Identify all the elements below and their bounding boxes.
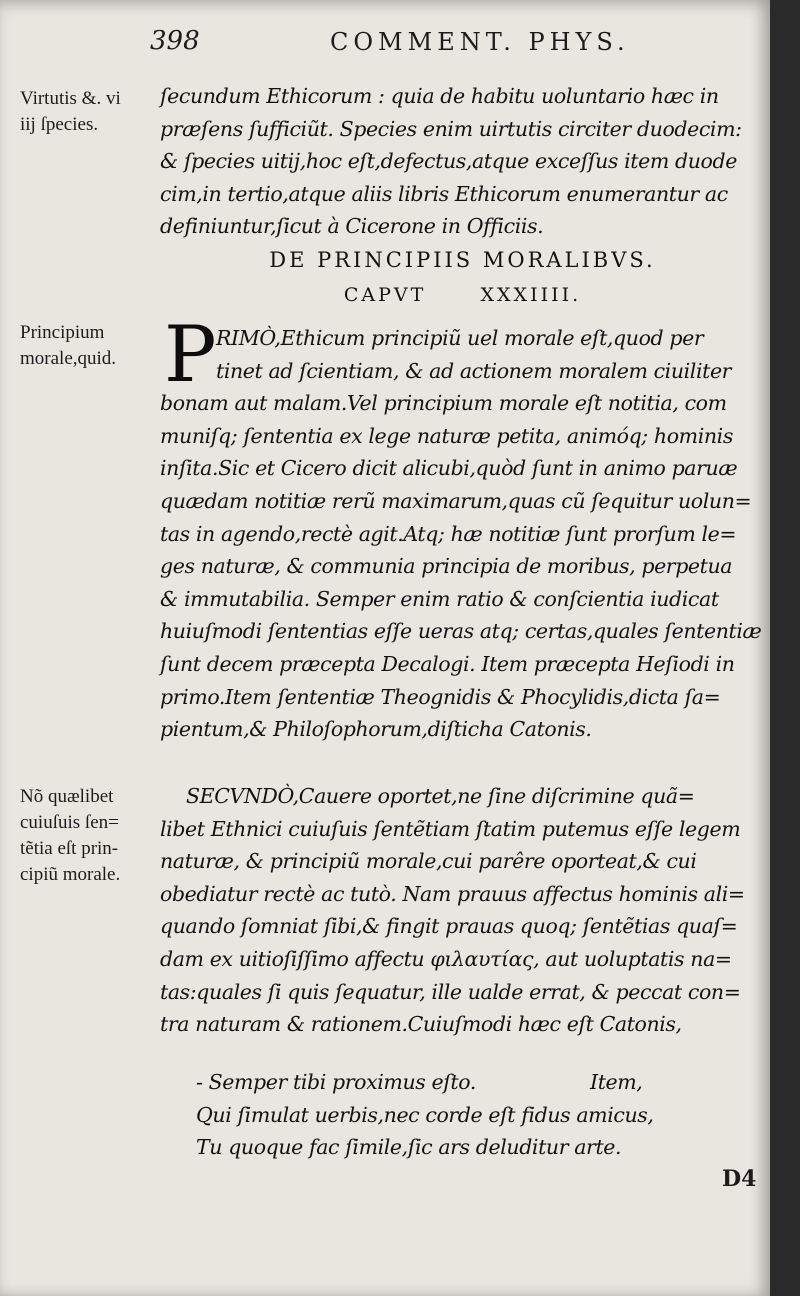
text-line: tas in agendo,rectè agit.Atq; hæ notitiæ ſunt prorſum le= — [160, 521, 737, 546]
text-line: ſunt decem præcepta Decalogi. Item præcepta Heſiodi in — [160, 651, 735, 676]
page-number: 398 — [150, 26, 200, 56]
running-head — [150, 26, 700, 60]
text-line: libet Ethnici cuiuſuis ſentẽtiam ſtatim putemus eſſe legem — [160, 816, 741, 841]
verse-text: - Semper tibi proximus eſto. — [196, 1070, 476, 1094]
text-line: ges naturæ, & communia principia de moribus, perpetua — [160, 554, 733, 579]
text-line: naturæ, & principiũ morale,cui parêre oporteat,& cui — [160, 849, 697, 874]
text-line: & immutabilia. Semper enim ratio & conſcientia iudicat — [160, 586, 719, 611]
text-line: inſita.Sic et Cicero dicit alicubi,quòd ſunt in animo paruæ — [160, 456, 738, 481]
text-line: ſecundum Ethicorum : quia de habitu uoluntario hæc in — [160, 84, 719, 108]
text-line: & ſpecies uitij,hoc eſt,defectus,atque exceſſus item duode — [160, 149, 737, 174]
text-line: dam ex uitioſiſſimo affectu φιλαυτίας, aut uoluptatis na= — [160, 946, 732, 971]
paragraph-virtutis — [160, 80, 765, 243]
text-line: bonam aut malam.Vel principium morale eſt notitia, com — [160, 391, 727, 416]
text-line: quædam notitiæ rerũ maximarum,quas cũ ſequitur uolun= — [160, 488, 752, 513]
paragraph-secundo — [160, 780, 765, 1041]
running-title: COMMENT. PHYS. — [330, 28, 630, 56]
verse-line — [160, 1066, 765, 1099]
text-line: tas:quales ſi quis ſequatur, ille ualde errat, & peccat con= — [160, 979, 741, 1004]
text-line: præſens ſufficiũt. Species enim uirtutis circiter duodecim: — [160, 116, 742, 141]
text-line: cim,in tertio,atque aliis libris Ethicorum enumerantur ac — [160, 181, 728, 206]
verse-line: Tu quoque fac ſimile,ſic ars deluditur arte. — [196, 1135, 622, 1160]
margin-note-line: iij ſpecies. — [20, 114, 99, 135]
text-line: primo.Item ſententiæ Theognidis & Phocylidis,dicta ſa= — [160, 684, 721, 709]
text-line: pientum,& Philoſophorum,diſticha Catonis. — [160, 717, 592, 742]
margin-note-virtutis — [20, 86, 160, 138]
margin-note-line: cuiuſuis ſen= — [20, 812, 119, 833]
drop-capital: P — [164, 310, 217, 400]
text-line: SECVNDÒ,Cauere oportet,ne ſine diſcrimine quã= — [186, 784, 695, 808]
text-line: tra naturam & rationem.Cuiuſmodi hæc eſt Catonis, — [160, 1012, 682, 1037]
margin-note-non-quaelibet — [20, 784, 160, 888]
text-line: muniſq; ſententia ex lege naturæ petita, animóq; hominis — [160, 423, 733, 448]
margin-note-line: Nõ quælibet — [20, 786, 114, 807]
text-line: RIMÒ,Ethicum principiũ uel morale eſt,quod per — [216, 326, 704, 350]
text-line: tinet ad ſcientiam, & ad actionem moralem ciuiliter — [216, 358, 732, 383]
margin-note-line: cipiũ morale. — [20, 864, 121, 885]
catchword: D4 — [722, 1166, 757, 1192]
verse-quotation — [160, 1066, 765, 1164]
chapter-number: CAPVT XXXIIII. — [343, 284, 582, 306]
text-line: definiuntur,ſicut à Cicerone in Officiis. — [160, 214, 544, 239]
verse-line: Qui ſimulat uerbis,nec corde eſt fidus amicus, — [196, 1102, 654, 1127]
text-line: huiuſmodi ſententias eſſe ueras atq; certas,quales ſententiæ — [160, 619, 762, 644]
margin-note-principium — [20, 320, 160, 372]
chapter-heading: DE PRINCIPIIS MORALIBVS. — [269, 248, 656, 272]
text-line: obediatur rectè ac tutò. Nam prauus affectus hominis ali= — [160, 881, 745, 906]
verse-item: Item, — [590, 1070, 643, 1094]
margin-note-line: Principium — [20, 322, 105, 343]
paragraph-primo — [160, 322, 765, 746]
margin-note-line: Virtutis &. vi — [20, 88, 121, 109]
margin-note-line: tẽtia eſt prin- — [20, 838, 119, 859]
margin-note-line: morale,quid. — [20, 348, 117, 369]
text-line: quando ſomniat ſibi,& fingit prauas quoq; ſentẽtias quaſ= — [160, 914, 738, 939]
